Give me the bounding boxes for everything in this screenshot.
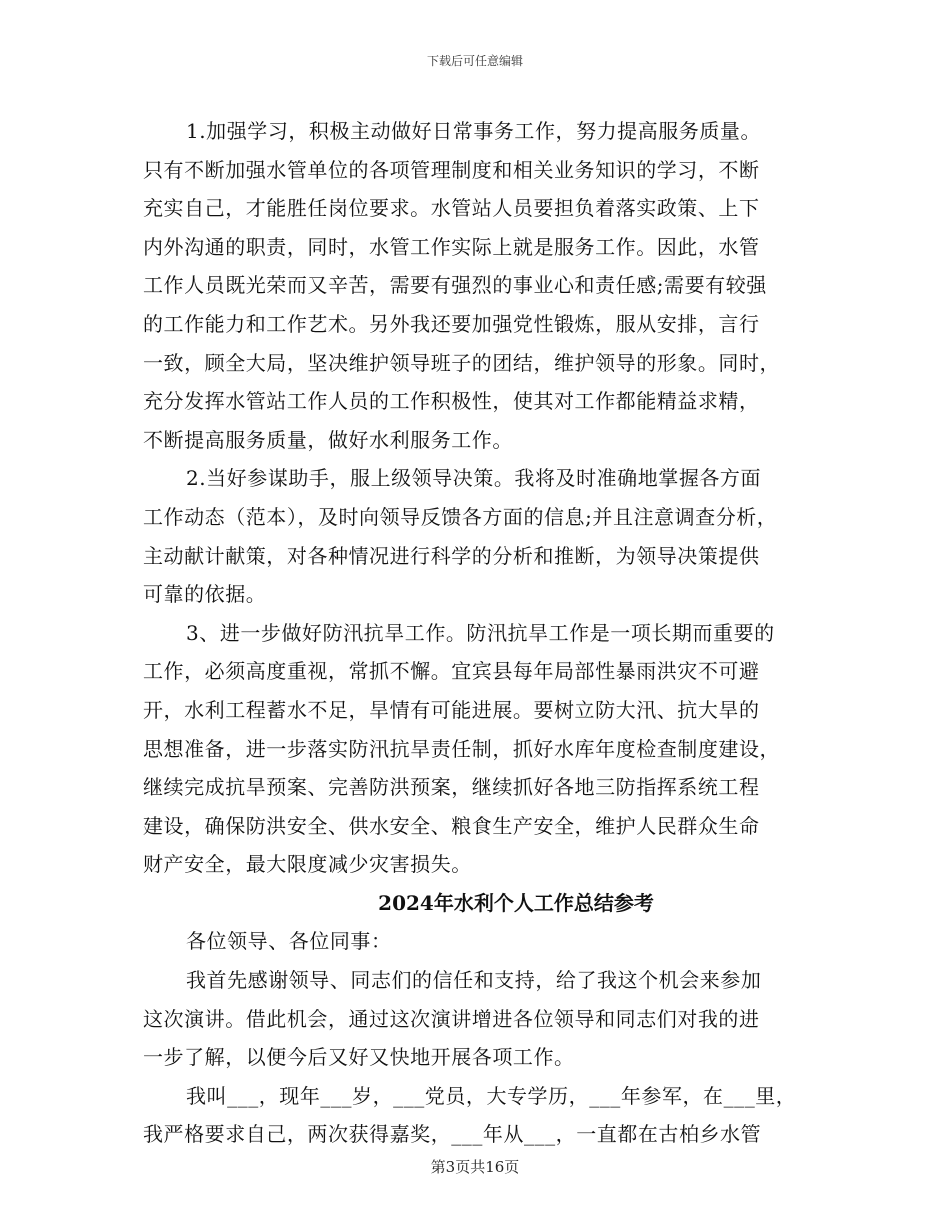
paragraph-line: 我叫___，现年___岁，___党员，大专学历，___年参军，在___里， bbox=[186, 1083, 797, 1108]
paragraph-line: 只有不断加强水管单位的各项管理制度和相关业务知识的学习，不断 bbox=[143, 157, 760, 182]
paragraph-line: 工作人员既光荣而又辛苦，需要有强烈的事业心和责任感;需要有较强 bbox=[143, 273, 767, 298]
paragraph-line: 我严格要求自己，两次获得嘉奖，___年从___，一直都在古柏乡水管 bbox=[143, 1122, 762, 1147]
paragraph-line: 一致，顾全大局，坚决维护领导班子的团结，维护领导的形象。同时， bbox=[143, 350, 781, 375]
salutation-line: 各位领导、各位同事： bbox=[186, 929, 392, 954]
paragraph-line: 工作动态（范本），及时向领导反馈各方面的信息;并且注意调查分析， bbox=[143, 504, 778, 529]
paragraph-line: 建设，确保防洪安全、供水安全、粮食生产安全，维护人民群众生命 bbox=[143, 813, 760, 838]
paragraph-line: 的工作能力和工作艺术。另外我还要加强党性锻炼，服从安排，言行 bbox=[143, 311, 760, 336]
paragraph-line: 可靠的依据。 bbox=[143, 582, 267, 607]
paragraph-line: 2.当好参谋助手，服上级领导决策。我将及时准确地掌握各方面 bbox=[186, 466, 762, 491]
paragraph-line: 开，水利工程蓄水不足，旱情有可能进展。要树立防大汛、抗大旱的 bbox=[143, 697, 760, 722]
paragraph-line: 继续完成抗旱预案、完善防洪预案，继续抓好各地三防指挥系统工程 bbox=[143, 775, 760, 800]
paragraph-line: 充分发挥水管站工作人员的工作积极性，使其对工作都能精益求精， bbox=[143, 389, 760, 414]
paragraph-line: 这次演讲。借此机会，通过这次演讲增进各位领导和同志们对我的进 bbox=[143, 1006, 760, 1031]
paragraph-line: 不断提高服务质量，做好水利服务工作。 bbox=[143, 427, 513, 452]
paragraph-line: 主动献计献策，对各种情况进行科学的分析和推断，为领导决策提供 bbox=[143, 543, 760, 568]
paragraph-line: 我首先感谢领导、同志们的信任和支持，给了我这个机会来参加 bbox=[186, 968, 762, 993]
section-title: 2024年水利个人工作总结参考 bbox=[378, 890, 654, 915]
paragraph-line: 充实自己，才能胜任岗位要求。水管站人员要担负着落实政策、上下 bbox=[143, 196, 760, 221]
page-footer: 第3页共16页 bbox=[430, 1158, 520, 1176]
document-body bbox=[143, 112, 813, 1154]
paragraph-line: 思想准备，进一步落实防汛抗旱责任制，抓好水库年度检查制度建设， bbox=[143, 736, 781, 761]
paragraph-line: 财产安全，最大限度减少灾害损失。 bbox=[143, 852, 472, 877]
paragraph-line: 工作，必须高度重视，常抓不懈。宜宾县每年局部性暴雨洪灾不可避 bbox=[143, 659, 760, 684]
paragraph-line: 1.加强学习，积极主动做好日常事务工作，努力提高服务质量。 bbox=[186, 119, 762, 143]
paragraph-line: 3、进一步做好防汛抗旱工作。防汛抗旱工作是一项长期而重要的 bbox=[186, 620, 775, 645]
paragraph-line: 内外沟通的职责，同时，水管工作实际上就是服务工作。因此，水管 bbox=[143, 234, 760, 259]
paragraph-line: 一步了解，以便今后又好又快地开展各项工作。 bbox=[143, 1045, 575, 1070]
page-header: 下载后可任意编辑 bbox=[426, 54, 523, 68]
